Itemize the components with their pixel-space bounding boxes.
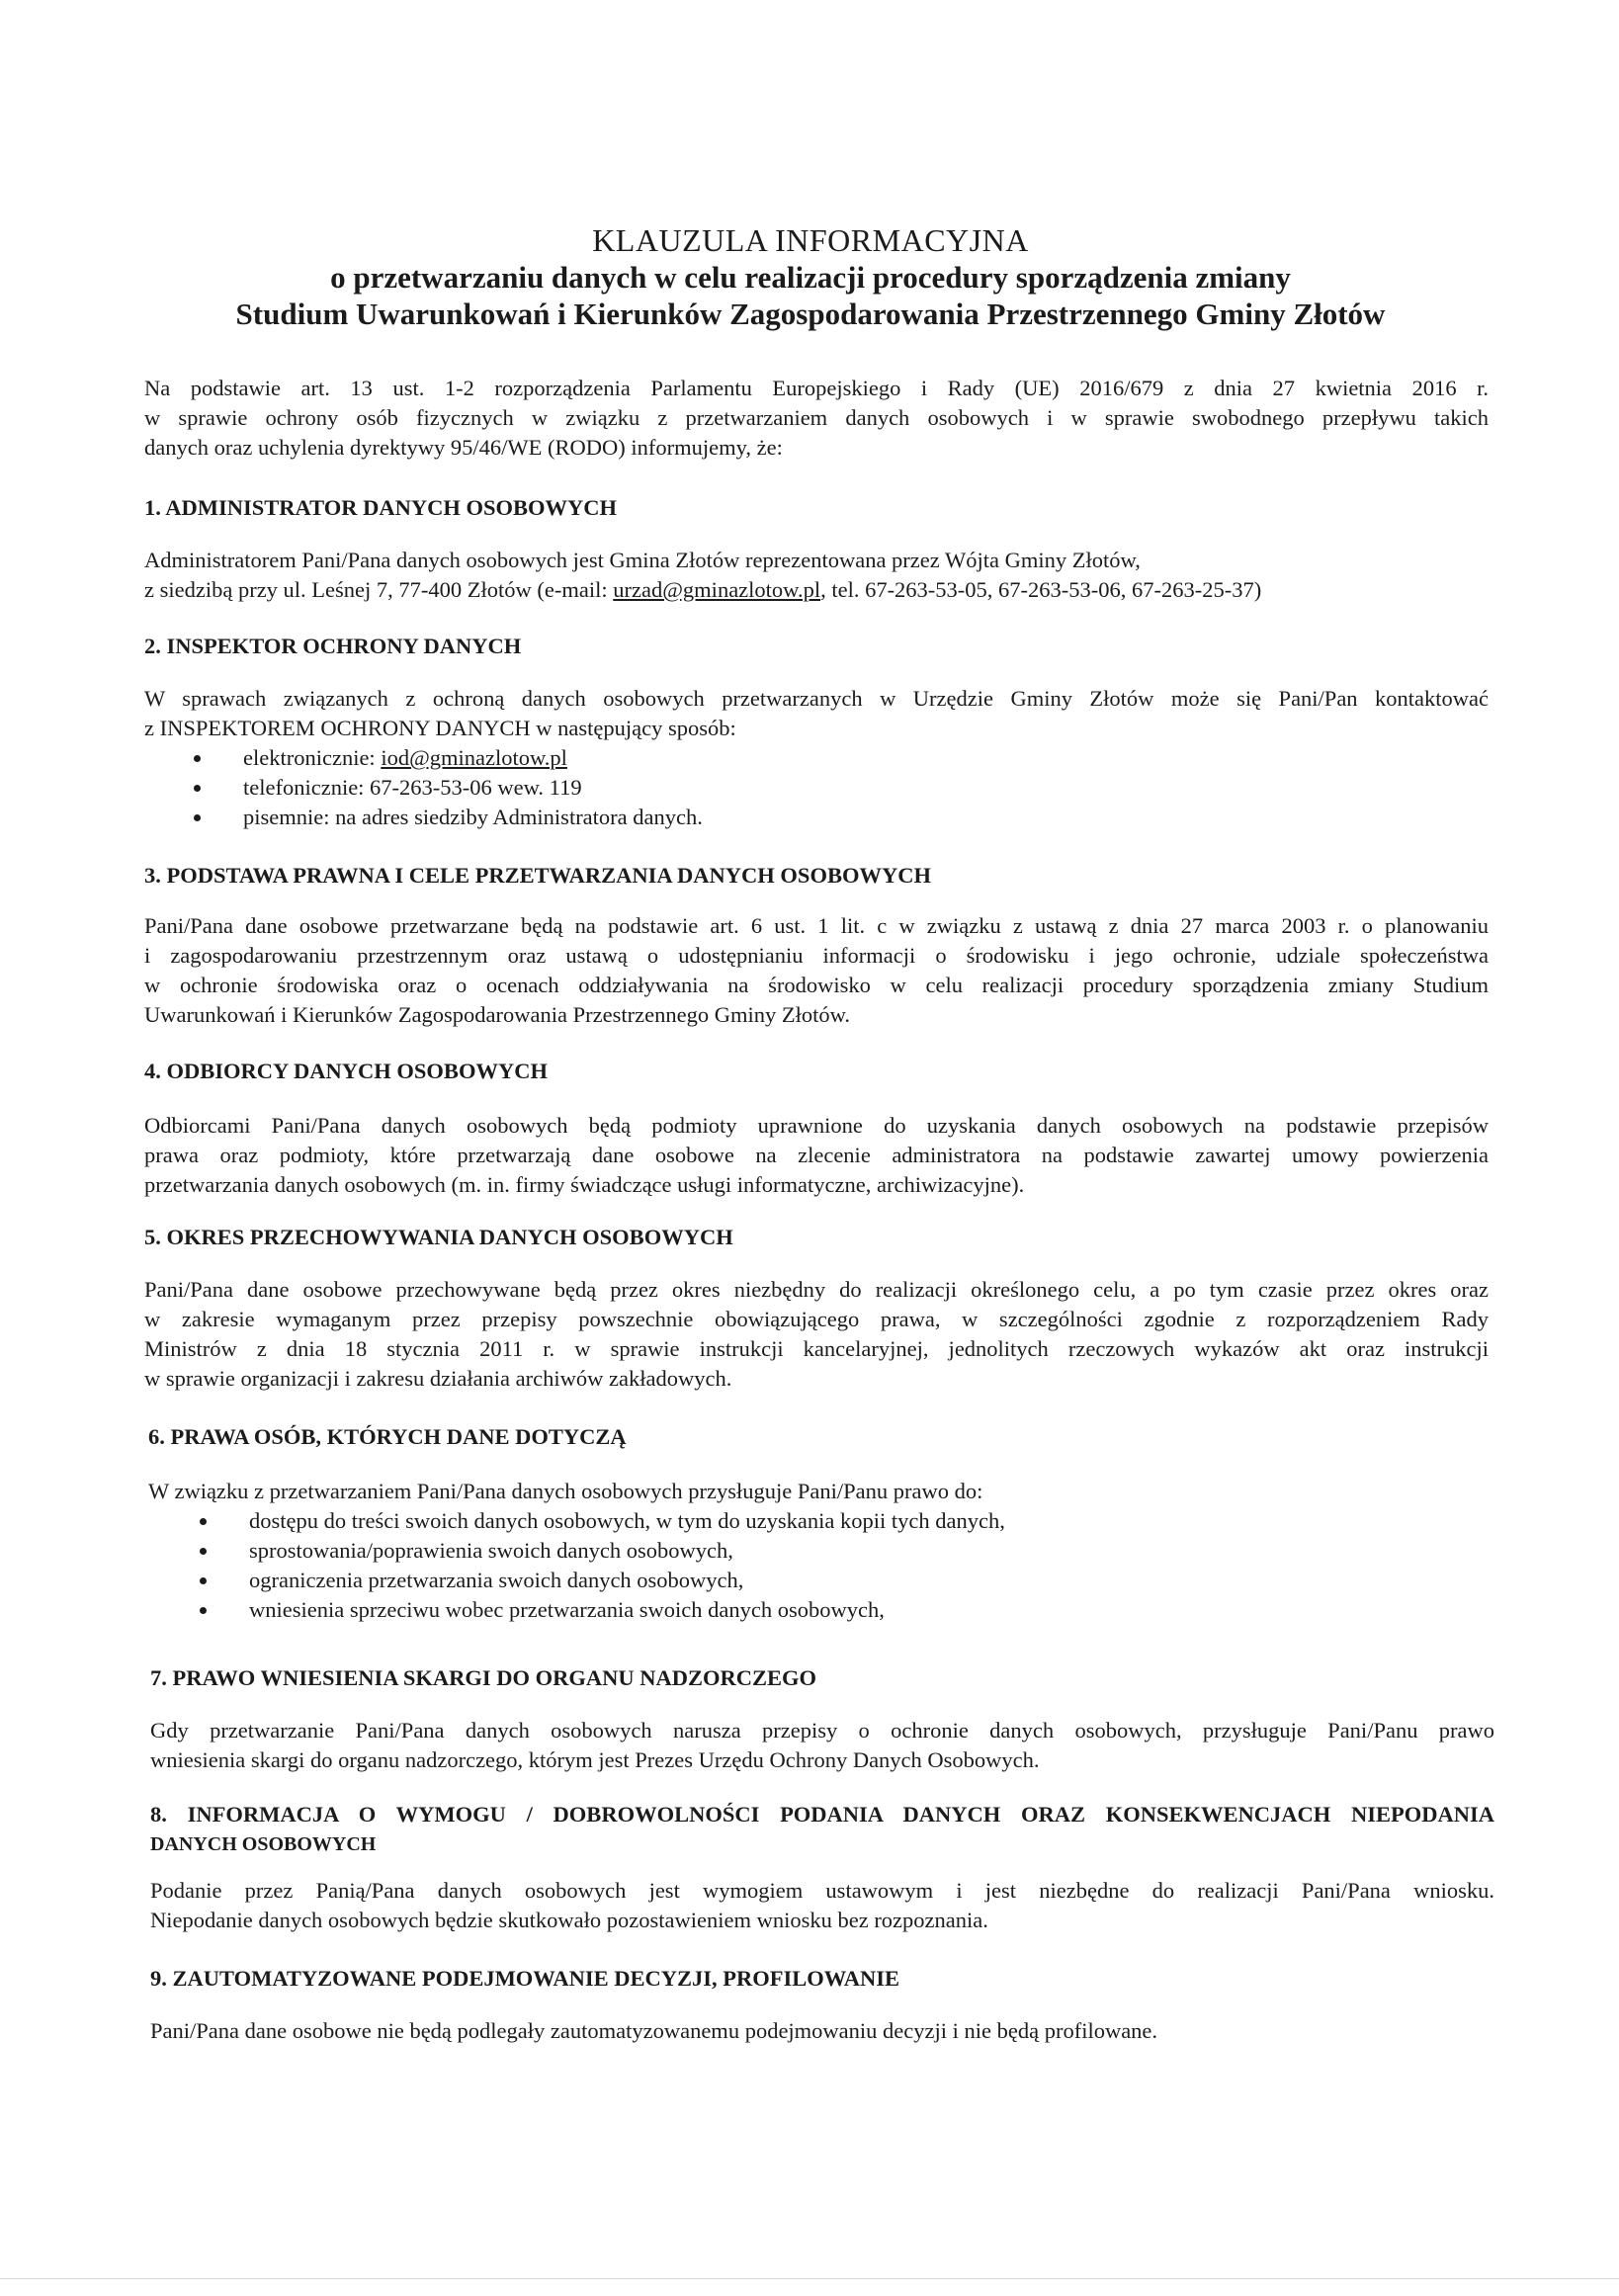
list-item: wniesienia sprzeciwu wobec przetwarzania swoich danych osobowych, bbox=[200, 1595, 1386, 1625]
document-subtitle-2: Studium Uwarunkowań i Kierunków Zagospodarowania Przestrzennego Gminy Złotów bbox=[235, 297, 1386, 331]
intro-line-2: w sprawie ochrony osób fizycznych w związku z przetwarzaniem danych osobowych i w sprawie swobodnego przepływu takich bbox=[144, 405, 1489, 430]
section-3-line-4: Uwarunkowań i Kierunków Zagospodarowania Przestrzennego Gminy Złotów. bbox=[144, 1002, 850, 1027]
section-5-line-1: Pani/Pana dane osobowe przechowywane będą przez okres niezbędny do realizacji określonego celu, a po tym czasie przez okres oraz bbox=[144, 1277, 1489, 1302]
section-2-line-1: W sprawach związanych z ochroną danych osobowych przetwarzanych w Urzędzie Gminy Złotów może się Pani/Pan kontaktować bbox=[144, 686, 1489, 711]
section-3-title: 3. PODSTAWA PRAWNA I CELE PRZETWARZANIA DANYCH OSOBOWYCH bbox=[144, 863, 931, 888]
section-3-line-1: Pani/Pana dane osobowe przetwarzane będą na podstawie art. 6 ust. 1 lit. c w związku z ustawą z dnia 27 marca 2003 r. o planowaniu bbox=[144, 913, 1489, 938]
section-8-title-2: DANYCH OSOBOWYCH bbox=[150, 1833, 377, 1855]
section-7-line-1: Gdy przetwarzanie Pani/Pana danych osobowych narusza przepisy o ochronie danych osobowych, przysługuje Pani/Panu prawo bbox=[150, 1718, 1494, 1743]
document-subtitle: o przetwarzaniu danych w celu realizacji procedury sporządzenia zmiany bbox=[330, 260, 1291, 295]
section-2-line-2: z INSPEKTOREM OCHRONY DANYCH w następujący sposób: bbox=[144, 716, 736, 740]
section-8-title: 8. INFORMACJA O WYMOGU / DOBROWOLNOŚCI PODANIA DANYCH ORAZ KONSEKWENCJACH NIEPODANIA bbox=[150, 1802, 1494, 1827]
admin-email-link[interactable]: urzad@gminazlotow.pl bbox=[613, 577, 821, 602]
list-item: ograniczenia przetwarzania swoich danych osobowych, bbox=[200, 1566, 1386, 1595]
bullet-icon bbox=[194, 755, 201, 762]
list-item: sprostowania/poprawienia swoich danych osobowych, bbox=[200, 1536, 1386, 1566]
section-1-title: 1. ADMINISTRATOR DANYCH OSOBOWYCH bbox=[144, 495, 617, 520]
bullet-icon bbox=[200, 1607, 207, 1614]
section-9-title: 9. ZAUTOMATYZOWANE PODEJMOWANIE DECYZJI, PROFILOWANIE bbox=[150, 1966, 899, 1991]
section-9-body bbox=[150, 2016, 1494, 2046]
section-5-title: 5. OKRES PRZECHOWYWANIA DANYCH OSOBOWYCH bbox=[144, 1225, 733, 1249]
bullet-icon bbox=[200, 1577, 207, 1584]
section-1-line-1: Administratorem Pani/Pana danych osobowych jest Gmina Złotów reprezentowana przez Wójta Gminy Złotów, bbox=[144, 548, 1141, 572]
section-3-body bbox=[144, 911, 1489, 1030]
list-item: elektronicznie: iod@gminazlotow.pl bbox=[194, 743, 1380, 773]
section-4-line-1: Odbiorcami Pani/Pana danych osobowych będą podmioty uprawnione do uzyskania danych osobowych na podstawie przepisów bbox=[144, 1113, 1489, 1138]
intro-line-3: danych oraz uchylenia dyrektywy 95/46/WE (RODO) informujemy, że: bbox=[144, 435, 783, 460]
section-2-list bbox=[194, 743, 1380, 832]
section-6-title: 6. PRAWA OSÓB, KTÓRYCH DANE DOTYCZĄ bbox=[148, 1424, 627, 1449]
section-4-title: 4. ODBIORCY DANYCH OSOBOWYCH bbox=[144, 1059, 548, 1083]
document-header bbox=[138, 221, 1483, 332]
section-4-line-3: przetwarzania danych osobowych (m. in. firmy świadczące usługi informatyczne, archiwizacyjne). bbox=[144, 1172, 1025, 1197]
iod-email-link[interactable]: iod@gminazlotow.pl bbox=[381, 745, 567, 770]
section-8-line-2: Niepodanie danych osobowych będzie skutkowało pozostawieniem wniosku bez rozpoznania. bbox=[150, 1908, 988, 1932]
section-6-body bbox=[148, 1477, 1492, 1506]
list-item: pisemnie: na adres siedziby Administratora danych. bbox=[194, 803, 1380, 832]
bullet-icon bbox=[200, 1548, 207, 1555]
section-2-body bbox=[144, 684, 1489, 743]
section-7-line-2: wniesienia skargi do organu nadzorczego, którym jest Prezes Urzędu Ochrony Danych Osobowych. bbox=[150, 1747, 1040, 1772]
section-7-title: 7. PRAWO WNIESIENIA SKARGI DO ORGANU NADZORCZEGO bbox=[150, 1665, 817, 1690]
section-5-line-4: w sprawie organizacji i zakresu działania archiwów zakładowych. bbox=[144, 1366, 732, 1391]
section-3-line-3: w ochronie środowiska oraz o ocenach oddziaływania na środowisko w celu realizacji procedury sporządzenia zmiany Studium bbox=[144, 973, 1489, 997]
section-5-line-3: Ministrów z dnia 18 stycznia 2011 r. w sprawie instrukcji kancelaryjnej, jednolitych rzeczowych wykazów akt oraz instrukcji bbox=[144, 1336, 1489, 1361]
bullet-icon bbox=[194, 785, 201, 792]
scan-edge-divider bbox=[0, 2278, 1619, 2279]
bullet-icon bbox=[200, 1518, 207, 1525]
section-6-line-1: W związku z przetwarzaniem Pani/Pana danych osobowych przysługuje Pani/Panu prawo do: bbox=[148, 1479, 983, 1503]
section-5-line-2: w zakresie wymaganym przez przepisy powszechnie obowiązującego prawa, w szczególności zgodnie z rozporządzeniem Rady bbox=[144, 1307, 1489, 1331]
section-5-body bbox=[144, 1275, 1489, 1394]
section-4-body bbox=[144, 1111, 1489, 1200]
section-1-line-2: z siedzibą przy ul. Leśnej 7, 77-400 Złotów (e-mail: urzad@gminazlotow.pl, tel. 67-263-53-05, 67-263-53-06, 67-263-25-37) bbox=[144, 577, 1262, 602]
section-1-body bbox=[144, 546, 1489, 605]
intro-paragraph bbox=[144, 374, 1489, 463]
section-6-list bbox=[200, 1506, 1386, 1625]
section-8-line-1: Podanie przez Panią/Pana danych osobowych jest wymogiem ustawowym i jest niezbędne do realizacji Pani/Pana wniosku. bbox=[150, 1878, 1494, 1903]
list-item: dostępu do treści swoich danych osobowych, w tym do uzyskania kopii tych danych, bbox=[200, 1506, 1386, 1536]
document-title: KLAUZULA INFORMACYJNA bbox=[592, 222, 1029, 258]
list-item: telefonicznie: 67-263-53-06 wew. 119 bbox=[194, 773, 1380, 803]
section-9-line-1: Pani/Pana dane osobowe nie będą podlegały zautomatyzowanemu podejmowaniu decyzji i nie będą profilowane. bbox=[150, 2018, 1158, 2043]
section-7-body bbox=[150, 1716, 1494, 1775]
section-8-body bbox=[150, 1876, 1494, 1935]
section-4-line-2: prawa oraz podmioty, które przetwarzają dane osobowe na zlecenie administratora na podstawie zawartej umowy powierzenia bbox=[144, 1143, 1489, 1167]
bullet-icon bbox=[194, 814, 201, 821]
section-3-line-2: i zagospodarowaniu przestrzennym oraz ustawą o udostępnianiu informacji o środowisku i jego ochronie, udziale społeczeństwa bbox=[144, 943, 1489, 968]
section-2-title: 2. INSPEKTOR OCHRONY DANYCH bbox=[144, 634, 522, 658]
intro-line-1: Na podstawie art. 13 ust. 1-2 rozporządzenia Parlamentu Europejskiego i Rady (UE) 2016/679 z dnia 27 kwietnia 2016 r. bbox=[144, 376, 1489, 400]
